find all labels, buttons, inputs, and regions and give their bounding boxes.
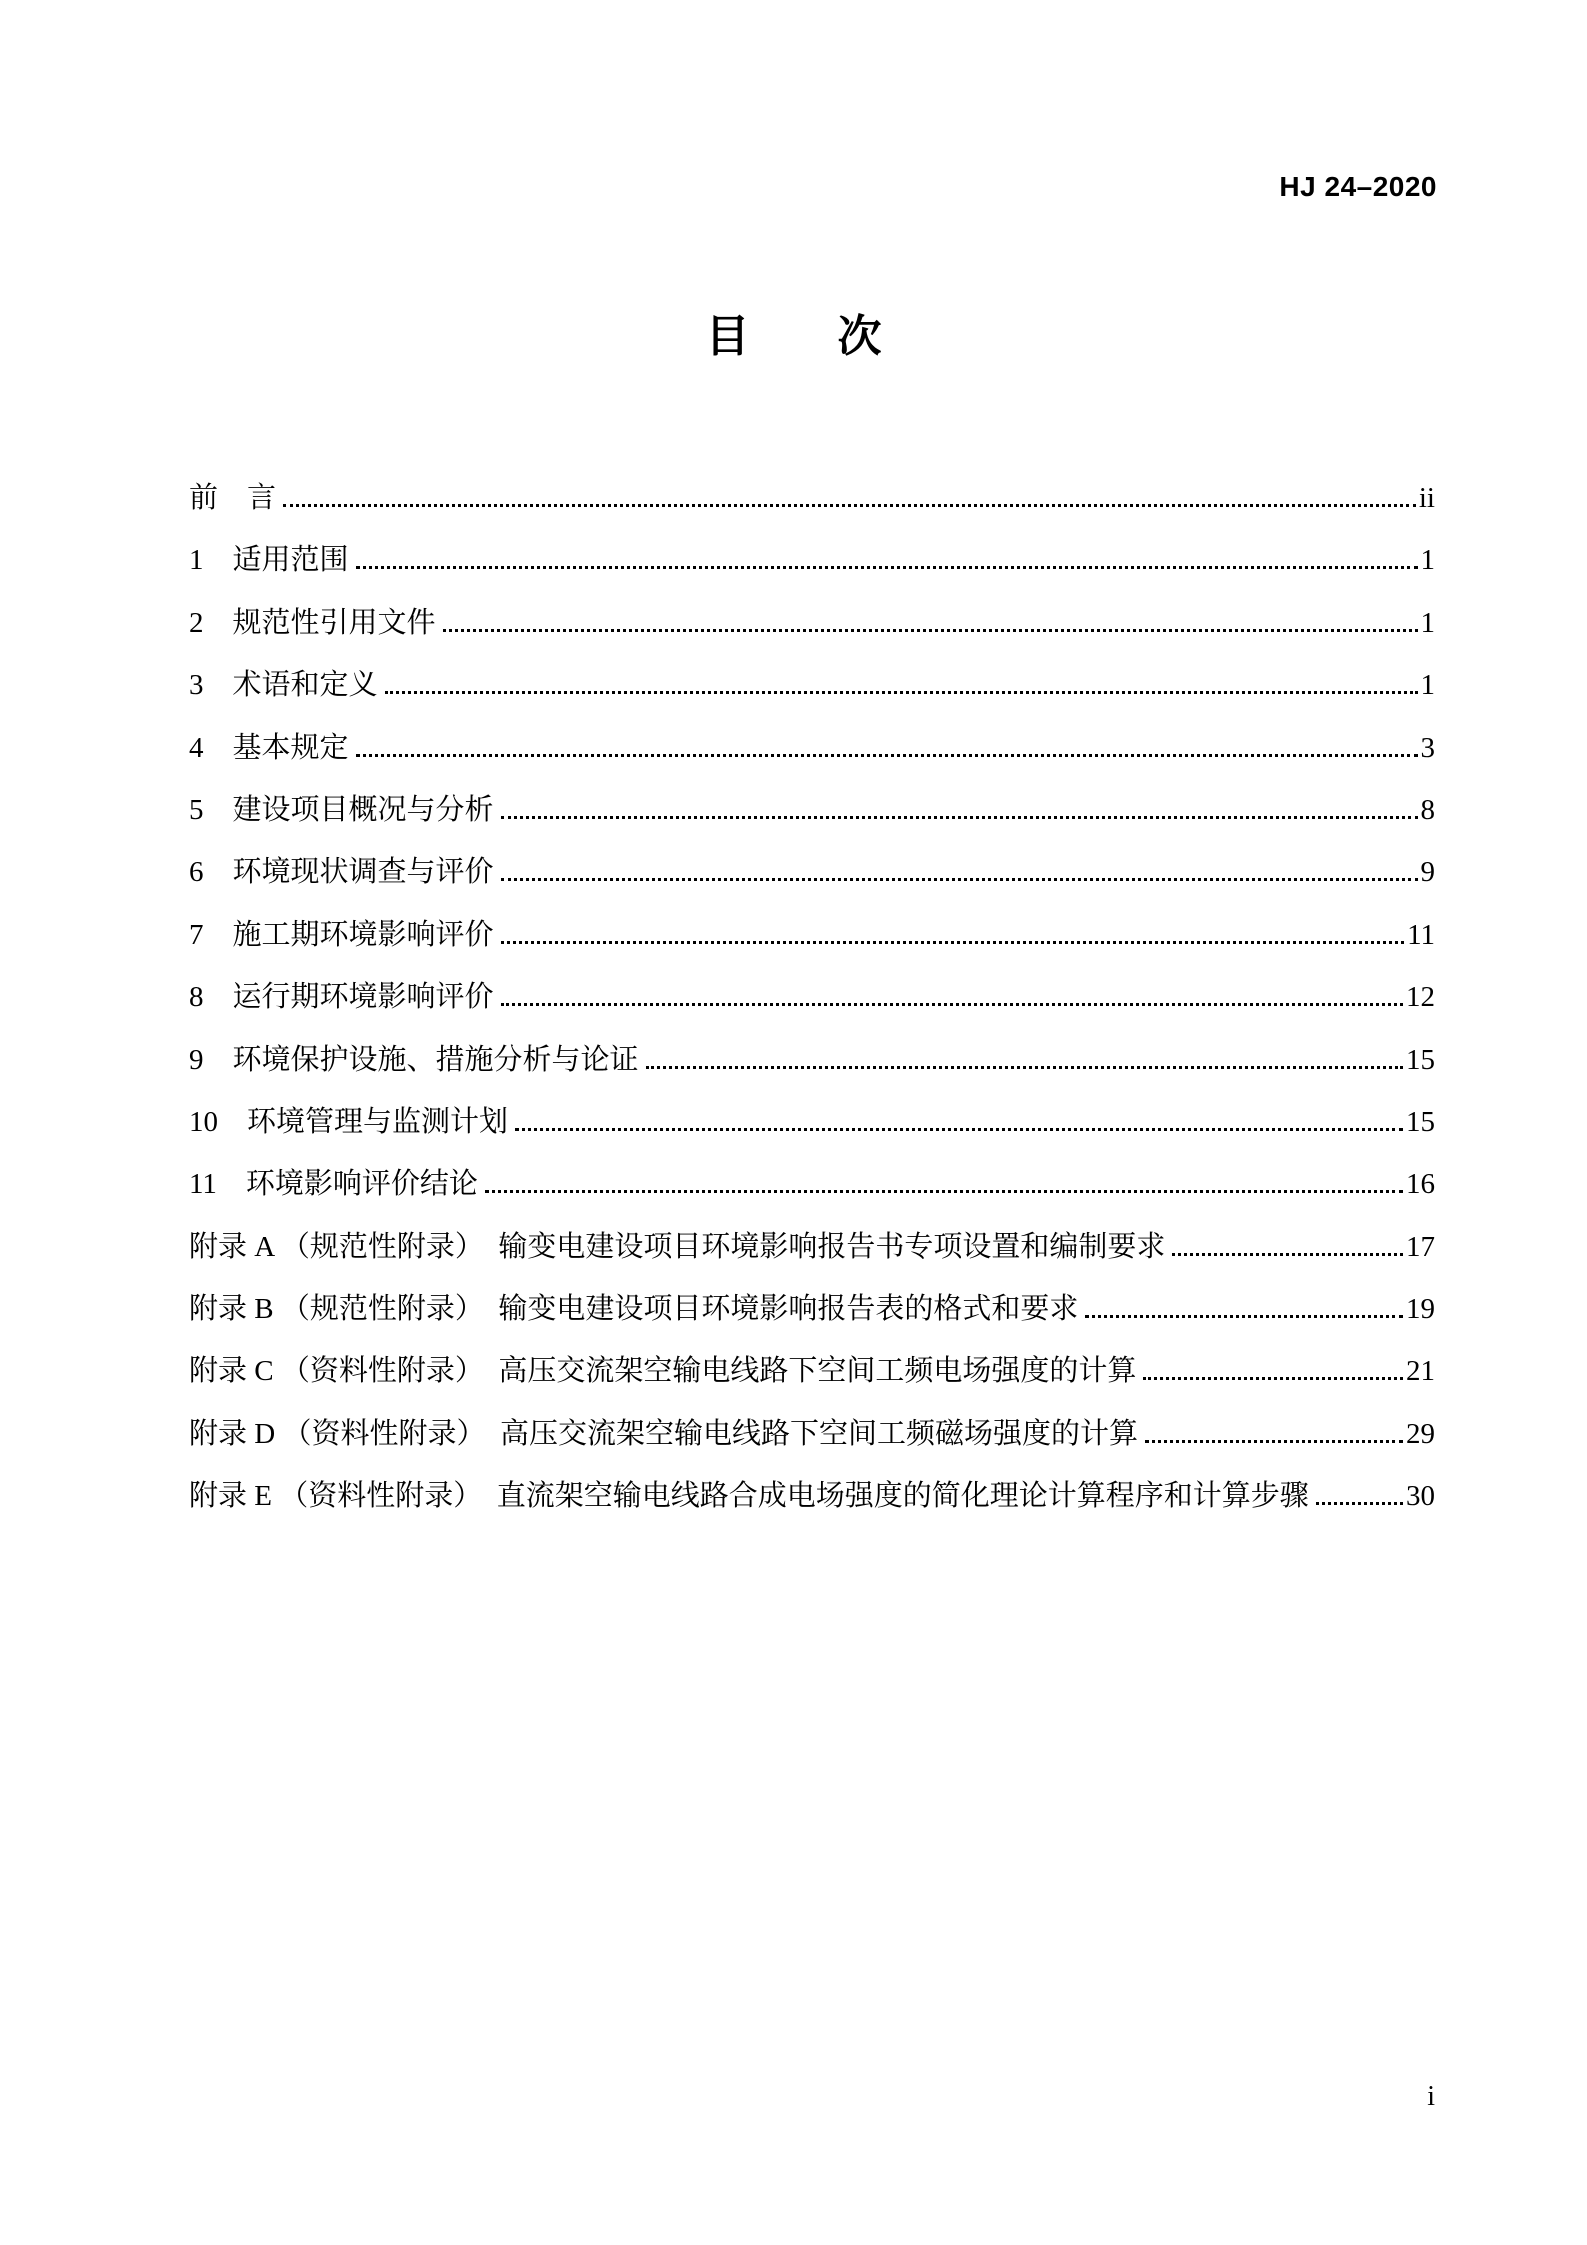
toc-list [189, 482, 1435, 1543]
toc-entry-page: 15 [1406, 1105, 1435, 1138]
toc-entry-label: 11 环境影响评价结论 [189, 1168, 478, 1201]
toc-entry-label: 7 施工期环境影响评价 [189, 918, 494, 951]
toc-entry-page: 1 [1420, 669, 1435, 702]
toc-entry-label: 1 适用范围 [189, 544, 349, 577]
toc-dotted-leader [1085, 1315, 1403, 1318]
toc-entry [189, 669, 1435, 731]
toc-entry [189, 794, 1435, 856]
toc-entry-page: ii [1418, 482, 1435, 514]
toc-entry-page: 11 [1407, 918, 1435, 951]
toc-entry-page: 8 [1420, 793, 1435, 826]
toc-dotted-leader [443, 629, 1418, 632]
toc-entry-label: 5 建设项目概况与分析 [189, 793, 494, 826]
page-title: 目 次 [705, 312, 882, 361]
toc-entry-page: 21 [1406, 1355, 1435, 1388]
toc-dotted-leader [283, 504, 1416, 507]
toc-entry-page: 16 [1406, 1168, 1435, 1201]
toc-dotted-leader [356, 566, 1418, 569]
toc-entry-label: 4 基本规定 [189, 731, 349, 764]
standard-code: HJ 24–2020 [1279, 171, 1437, 202]
toc-entry-page: 15 [1406, 1043, 1435, 1076]
toc-dotted-leader [356, 754, 1418, 757]
toc-entry [189, 607, 1435, 669]
toc-entry [189, 919, 1435, 981]
toc-dotted-leader [515, 1128, 1403, 1131]
toc-entry [189, 1231, 1435, 1293]
toc-entry-page: 1 [1420, 606, 1435, 639]
toc-entry-label: 附录 D （资料性附录） 高压交流架空输电线路下空间工频磁场强度的计算 [189, 1417, 1138, 1450]
toc-entry-page: 3 [1420, 731, 1435, 764]
toc-dotted-leader [385, 691, 1418, 694]
toc-entry [189, 544, 1435, 606]
toc-entry-page: 9 [1420, 856, 1435, 889]
toc-entry-label: 2 规范性引用文件 [189, 606, 436, 639]
toc-dotted-leader [501, 878, 1418, 881]
toc-entry-label: 6 环境现状调查与评价 [189, 856, 494, 889]
toc-entry [189, 856, 1435, 918]
toc-dotted-leader [485, 1190, 1403, 1193]
toc-entry-label: 附录 B （规范性附录） 输变电建设项目环境影响报告表的格式和要求 [189, 1293, 1079, 1326]
toc-entry-label: 3 术语和定义 [189, 669, 378, 702]
toc-dotted-leader [501, 816, 1418, 819]
toc-entry-page: 1 [1420, 544, 1435, 577]
toc-entry-label: 10 环境管理与监测计划 [189, 1105, 509, 1138]
toc-entry-page: 29 [1406, 1417, 1435, 1450]
toc-entry-label: 附录 C （资料性附录） 高压交流架空输电线路下空间工频电场强度的计算 [189, 1355, 1137, 1388]
toc-entry-label: 8 运行期环境影响评价 [189, 981, 494, 1014]
toc-dotted-leader [1143, 1377, 1403, 1380]
toc-dotted-leader [501, 941, 1405, 944]
toc-entry [189, 1418, 1435, 1480]
footer-page-number: i [1427, 2081, 1435, 2112]
toc-entry [189, 981, 1435, 1043]
toc-dotted-leader [501, 1003, 1403, 1006]
toc-entry-page: 19 [1406, 1293, 1435, 1326]
toc-entry-label: 前 言 [189, 482, 277, 514]
toc-entry-page: 12 [1406, 981, 1435, 1014]
toc-entry-label: 9 环境保护设施、措施分析与论证 [189, 1043, 639, 1076]
toc-dotted-leader [646, 1066, 1403, 1069]
toc-entry [189, 732, 1435, 794]
toc-dotted-leader [1316, 1502, 1403, 1505]
toc-dotted-leader [1172, 1253, 1403, 1256]
toc-entry [189, 1168, 1435, 1230]
toc-entry-label: 附录 A （规范性附录） 输变电建设项目环境影响报告书专项设置和编制要求 [189, 1230, 1166, 1263]
toc-entry [189, 1293, 1435, 1355]
toc-entry-page: 30 [1406, 1480, 1435, 1513]
toc-entry-label: 附录 E （资料性附录） 直流架空输电线路合成电场强度的简化理论计算程序和计算步骤 [189, 1480, 1309, 1513]
toc-entry-page: 17 [1406, 1230, 1435, 1263]
toc-entry [189, 1044, 1435, 1106]
toc-entry [189, 482, 1435, 544]
toc-entry [189, 1480, 1435, 1542]
toc-dotted-leader [1145, 1440, 1403, 1443]
toc-entry [189, 1355, 1435, 1417]
toc-entry [189, 1106, 1435, 1168]
